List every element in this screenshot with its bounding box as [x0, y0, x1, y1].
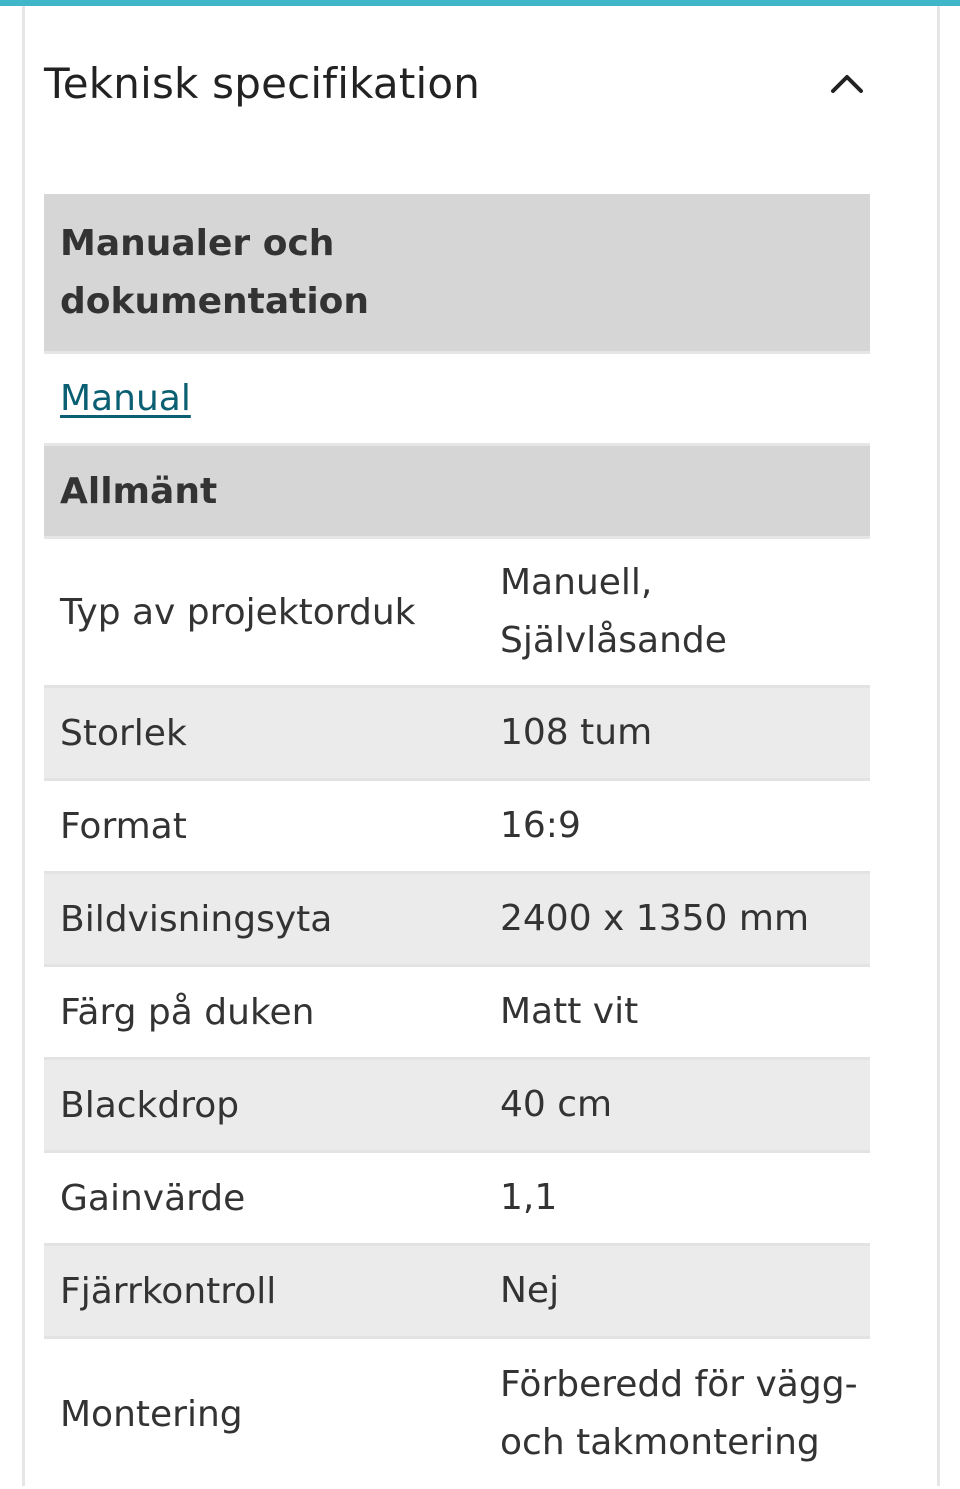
panel-title: Teknisk specifikation	[44, 58, 481, 108]
spec-value	[484, 554, 870, 670]
spec-row-screen-type	[44, 539, 870, 688]
panel-header[interactable]	[44, 48, 870, 118]
spec-row-screen-color	[44, 967, 870, 1060]
section-heading: Allmänt	[60, 470, 218, 512]
spec-value: 16:9	[500, 805, 581, 846]
spec-value-line: Förberedd för vägg-	[500, 1364, 858, 1405]
spec-value	[484, 1356, 870, 1472]
spec-label: Typ av projektorduk	[60, 591, 416, 633]
spec-value: Matt vit	[500, 991, 639, 1032]
spec-value: 108 tum	[500, 712, 653, 753]
spec-value-line: Självlåsande	[500, 620, 727, 661]
spec-row-viewing-area	[44, 874, 870, 967]
section-header-general	[44, 446, 870, 539]
spec-value-line: Manuell,	[500, 562, 653, 603]
spec-label: Blackdrop	[60, 1084, 240, 1126]
section-heading-line: dokumentation	[60, 280, 370, 322]
spec-row-mounting	[44, 1339, 870, 1489]
manual-link[interactable]: Manual	[60, 378, 191, 419]
spec-label: Fjärrkontroll	[60, 1270, 277, 1312]
spec-value: 40 cm	[500, 1084, 613, 1125]
spec-label: Format	[60, 805, 187, 847]
section-heading-line: Manualer och	[60, 222, 335, 264]
section-header-documents	[44, 194, 870, 354]
spec-row-size	[44, 688, 870, 781]
chevron-up-icon[interactable]	[824, 60, 870, 106]
spec-label: Färg på duken	[60, 991, 315, 1033]
spec-value: 2400 x 1350 mm	[500, 898, 810, 939]
spec-row-remote-control	[44, 1246, 870, 1339]
spec-value: 1,1	[500, 1177, 558, 1218]
spec-value-line: och takmontering	[500, 1422, 820, 1463]
spec-value: Nej	[500, 1270, 560, 1311]
spec-row-gain	[44, 1153, 870, 1246]
spec-row-format	[44, 781, 870, 874]
spec-table	[44, 194, 870, 1489]
spec-row-blackdrop	[44, 1060, 870, 1153]
spec-label: Gainvärde	[60, 1177, 246, 1219]
spec-label: Bildvisningsyta	[60, 898, 333, 940]
manual-link-row	[44, 354, 870, 446]
spec-label: Montering	[60, 1393, 243, 1435]
spec-label: Storlek	[60, 712, 187, 754]
